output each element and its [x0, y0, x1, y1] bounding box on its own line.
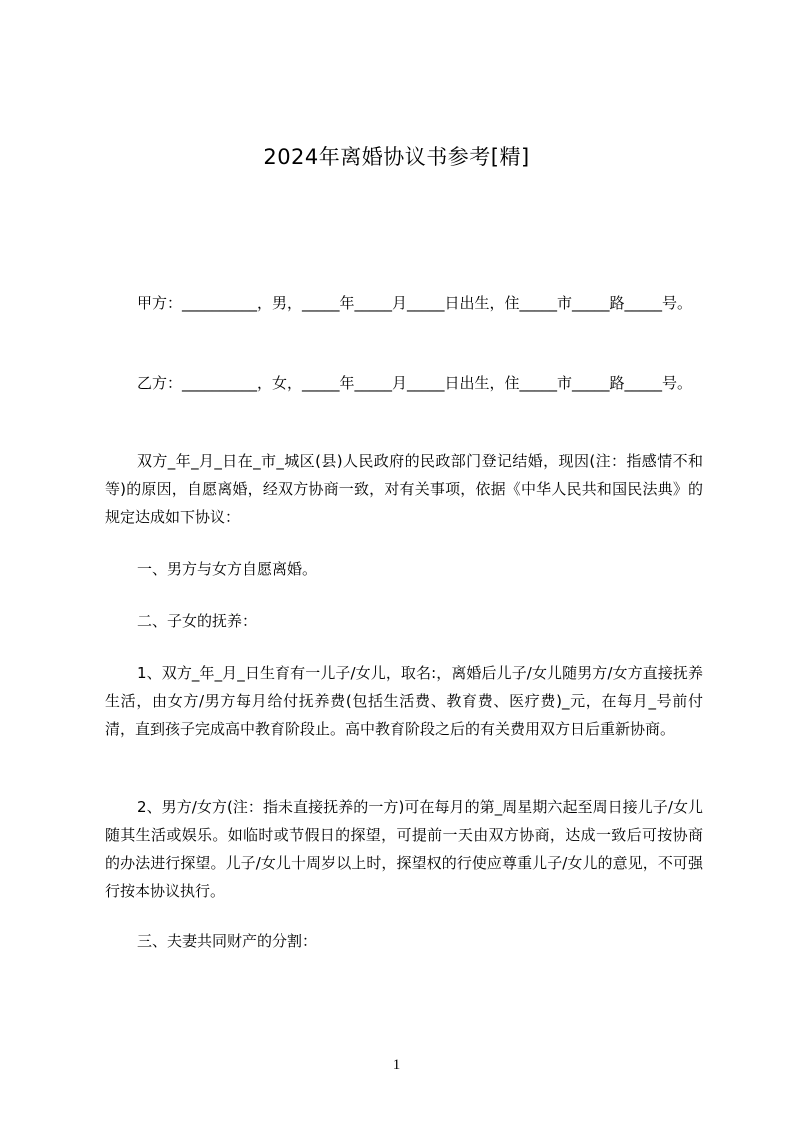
document-title: 2024年离婚协议书参考[精] — [263, 145, 530, 169]
visitation-clause: 2、男方/女方(注：指未直接抚养的一方)可在每月的第_周星期六起至周日接儿子/女儿随其生活或娱乐。如临时或节假日的探望，可提前一天由双方协商，达成一致后可按协商的办法进行探望。儿子/女儿十周岁以上时，探望权的行使应尊重儿子/女儿的意见，不可强行按本协议执行。 — [105, 798, 703, 900]
party-b-paragraph: 乙方：__________，女，_____年_____月_____日出生，住_____市_____路_____号。 — [137, 374, 693, 392]
marriage-background-paragraph: 双方_年_月_日在_市_城区(县)人民政府的民政部门登记结婚，现因(注：指感情不和等)的原因，自愿离婚，经双方协商一致，对有关事项，依据《中华人民共和国民法典》的规定达成如下协议： — [105, 452, 703, 526]
section-3-heading: 三、夫妻共同财产的分割： — [137, 932, 318, 950]
section-2-heading: 二、子女的抚养： — [137, 612, 258, 630]
child-custody-clause: 1、双方_年_月_日生育有一儿子/女儿，取名:，离婚后儿子/女儿随男方/女方直接抚养生活，由女方/男方每月给付抚养费(包括生活费、教育费、医疗费)_元，在每月_号前付清，直到孩子完成高中教育阶段止。高中教育阶段之后的有关费用双方日后重新协商。 — [105, 664, 703, 738]
party-a-paragraph: 甲方：__________，男，_____年_____月_____日出生，住_____市_____路_____号。 — [137, 294, 693, 312]
page-number: 1 — [392, 1057, 401, 1073]
section-1-heading: 一、男方与女方自愿离婚。 — [137, 560, 318, 578]
